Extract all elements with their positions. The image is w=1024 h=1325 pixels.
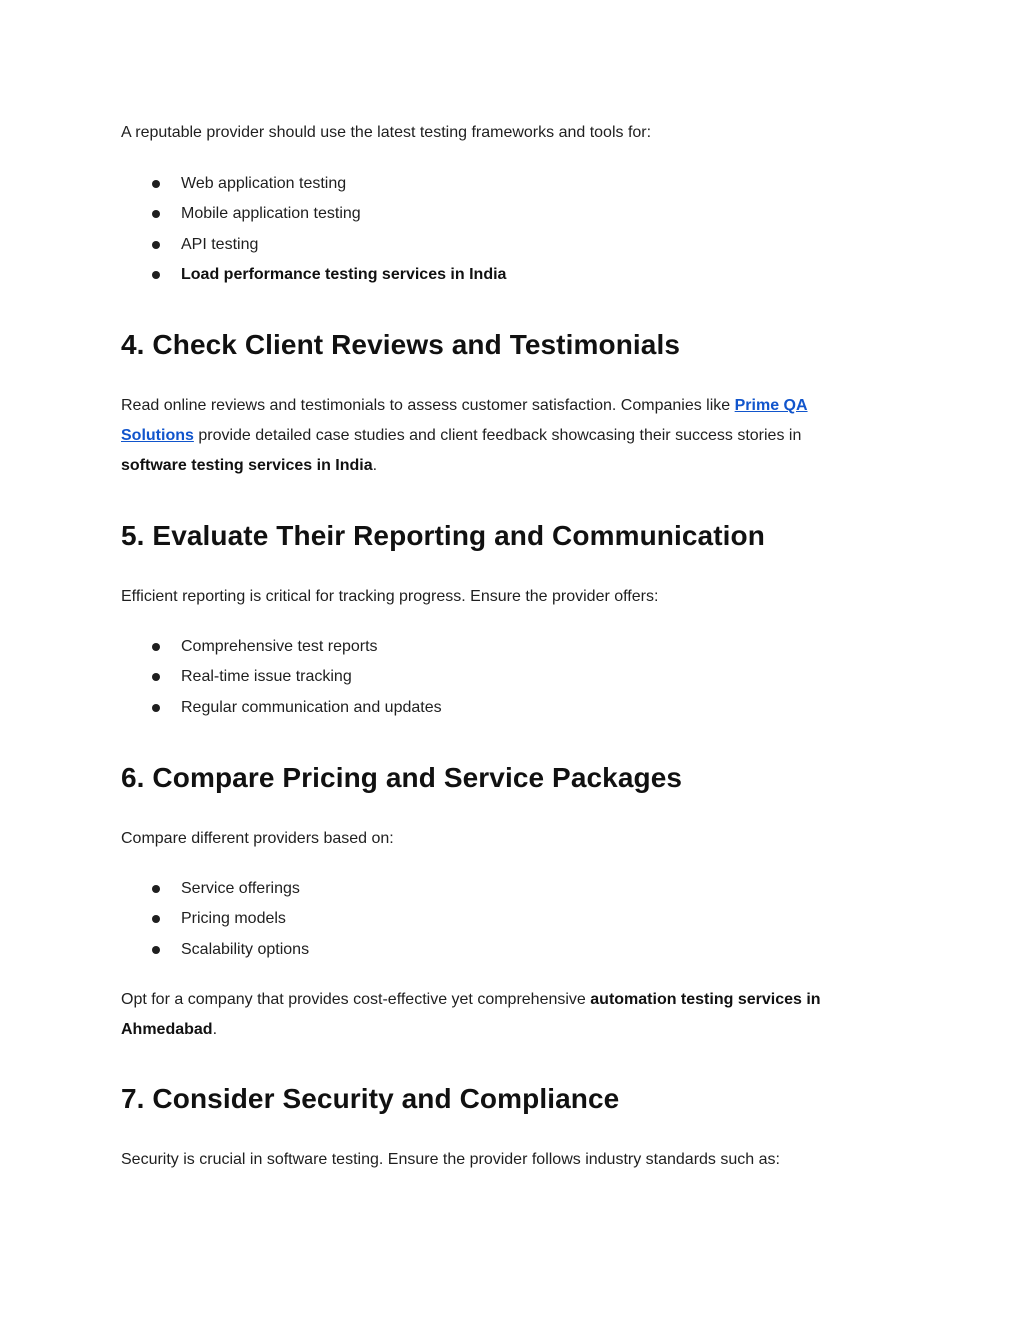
bullet-icon: [152, 946, 160, 954]
section-heading-5: 5. Evaluate Their Reporting and Communication: [121, 520, 765, 552]
list-item: [121, 935, 881, 965]
list-item: [121, 662, 881, 692]
section-5-intro: Efficient reporting is critical for tracking progress. Ensure the provider offers:: [121, 588, 659, 606]
section-4-text: Read online reviews and testimonials to assess customer satisfaction. Companies like: [121, 397, 735, 415]
section-6-end: .: [212, 1020, 218, 1038]
bullet-icon: [152, 210, 160, 218]
section-heading-7: 7. Consider Security and Compliance: [121, 1082, 620, 1114]
prime-qa-link-part2: Solutions: [121, 427, 194, 445]
reporting-list: [121, 632, 881, 723]
list-item-label: API testing: [181, 235, 259, 253]
section-heading-6: 6. Compare Pricing and Service Packages: [121, 762, 683, 794]
prime-qa-link-part1: Prime QA: [734, 397, 808, 415]
list-item-label: Mobile application testing: [181, 205, 361, 223]
section-heading-4: 4. Check Client Reviews and Testimonials: [121, 329, 680, 361]
list-item-label: Scalability options: [181, 940, 310, 958]
bullet-icon: [152, 704, 160, 712]
bullet-icon: [152, 673, 160, 681]
list-item-label: Web application testing: [181, 175, 347, 192]
section-4-bold: software testing services in India: [121, 457, 373, 475]
list-item: [121, 874, 881, 904]
list-item: [121, 260, 881, 290]
bullet-icon: [152, 915, 160, 923]
list-item-label: Service offerings: [181, 880, 300, 898]
list-item: [121, 632, 881, 662]
bullet-icon: [152, 643, 160, 651]
list-item-label: Comprehensive test reports: [181, 638, 378, 656]
section-6-paragraph: [121, 985, 881, 1045]
section-4-text-cont: provide detailed case studies and client feedback showcasing their success stories in: [193, 427, 802, 445]
list-item-label: Regular communication and updates: [181, 698, 442, 716]
section-6-text: Opt for a company that provides cost-effective yet comprehensive: [121, 990, 591, 1008]
document-page: [121, 118, 881, 1175]
section-7-intro: Security is crucial in software testing. Ensure the provider follows industry standards such as:: [121, 1150, 780, 1168]
bullet-icon: [152, 241, 160, 249]
list-item: [121, 230, 881, 260]
pricing-list: [121, 874, 881, 965]
bullet-icon: [152, 271, 160, 279]
section-4-paragraph: [121, 391, 881, 481]
section-6-bold-part1: automation testing services in: [590, 990, 821, 1008]
tools-list: [121, 169, 881, 290]
list-item-label: Real-time issue tracking: [181, 668, 352, 686]
section-6-bold-part2: Ahmedabad: [121, 1020, 213, 1038]
list-item: [121, 169, 881, 199]
list-item-label-bold: Load performance testing services in India: [181, 265, 507, 283]
section-6-intro: Compare different providers based on:: [121, 830, 394, 848]
list-item: [121, 693, 881, 723]
intro-paragraph: A reputable provider should use the latest testing frameworks and tools for:: [121, 124, 652, 141]
list-item: [121, 904, 881, 934]
bullet-icon: [152, 885, 160, 893]
list-item-label: Pricing models: [181, 910, 286, 928]
list-item: [121, 199, 881, 229]
bullet-icon: [152, 180, 160, 188]
section-4-end: .: [372, 457, 378, 475]
